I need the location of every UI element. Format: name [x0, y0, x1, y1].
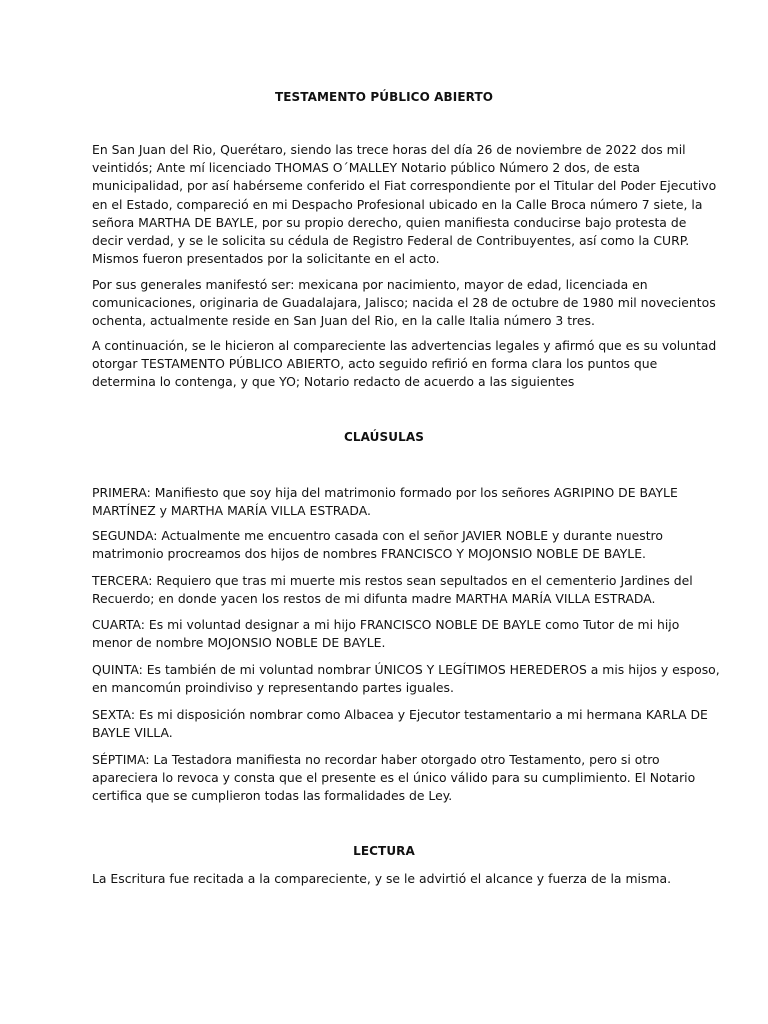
- text-line: matrimonio procreamos dos hijos de nombres FRANCISCO Y MOJONSIO NOBLE DE BAYLE.: [92, 546, 646, 562]
- text-line: Recuerdo; en donde yacen los restos de mi difunta madre MARTHA MARÍA VILLA ESTRADA.: [92, 591, 656, 607]
- clausula-segunda: [92, 527, 682, 563]
- text-line: municipalidad, por así habérseme conferido el Fiat correspondiente por el Titular del Poder Ejecutivo: [92, 178, 717, 194]
- text-line: menor de nombre MOJONSIO NOBLE DE BAYLE.: [92, 635, 386, 651]
- text-line: En San Juan del Rio, Querétaro, siendo las trece horas del día 26 de noviembre de 2022 dos mil: [92, 142, 686, 157]
- text-line: otorgar TESTAMENTO PÚBLICO ABIERTO, acto seguido refirió en forma clara los puntos que: [92, 356, 658, 372]
- text-line: A continuación, se le hicieron al compareciente las advertencias legales y afirmó que es su voluntad: [92, 338, 717, 353]
- text-line: comunicaciones, originaria de Guadalajara, Jalisco; nacida el 28 de octubre de 1980 mil novecientos: [92, 295, 716, 311]
- text-line: decir verdad, y se le solicita su cédula de Registro Federal de Contribuyentes, así como la CURP.: [92, 233, 690, 249]
- text-line: CUARTA: Es mi voluntad designar a mi hijo FRANCISCO NOBLE DE BAYLE como Tutor de mi hijo: [92, 617, 680, 632]
- text-line: TERCERA: Requiero que tras mi muerte mis restos sean sepultados en el cementerio Jardines del: [92, 573, 693, 588]
- continuacion-paragraph: [92, 337, 717, 392]
- text-line: PRIMERA: Manifiesto que soy hija del matrimonio formado por los señores AGRIPINO DE BAYLE: [92, 485, 678, 500]
- text-line: en el Estado, compareció en mi Despacho Profesional ubicado en la Calle Broca número 7 siete, la: [92, 196, 703, 212]
- text-line: apareciera lo revoca y consta que el presente es el único válido para su cumplimiento. El Notario: [92, 770, 696, 786]
- text-line: en mancomún proindiviso y representando partes iguales.: [92, 680, 454, 696]
- lectura-heading: LECTURA: [353, 844, 415, 858]
- generales-paragraph: [92, 276, 716, 331]
- document-title: TESTAMENTO PÚBLICO ABIERTO: [274, 90, 494, 104]
- clausula-primera: [92, 484, 682, 520]
- text-line: ochenta, actualmente reside en San Juan del Rio, en la calle Italia número 3 tres.: [92, 313, 595, 329]
- text-line: SEXTA: Es mi disposición nombrar como Albacea y Ejecutor testamentario a mi hermana KARLA DE: [92, 707, 708, 722]
- text-line: QUINTA: Es también de mi voluntad nombrar ÚNICOS Y LEGÍTIMOS HEREDEROS a mis hijos y esposo,: [92, 662, 720, 677]
- clausula-tercera: [92, 572, 693, 608]
- text-line: La Escritura fue recitada a la compareciente, y se le advirtió el alcance y fuerza de la misma.: [92, 871, 672, 886]
- text-line: veintidós; Ante mí licenciado THOMAS O´MALLEY Notario público Número 2 dos, de esta: [92, 160, 640, 176]
- text-line: determina lo contenga, y que YO; Notario redacto de acuerdo a las siguientes: [92, 374, 575, 390]
- text-line: SEGUNDA: Actualmente me encuentro casada con el señor JAVIER NOBLE y durante nuestro: [92, 528, 663, 543]
- lectura-paragraph: [92, 870, 682, 888]
- text-line: SÉPTIMA: La Testadora manifiesta no recordar haber otorgado otro Testamento, pero si otro: [92, 752, 660, 767]
- text-line: MARTÍNEZ y MARTHA MARÍA VILLA ESTRADA.: [92, 503, 371, 519]
- clausula-quinta: [92, 661, 720, 697]
- clausulas-heading: CLAÚSULAS: [344, 430, 424, 444]
- intro-paragraph: [92, 141, 717, 268]
- text-line: certifica que se cumplieron todas las formalidades de Ley.: [92, 788, 453, 804]
- clausula-septima: [92, 751, 696, 806]
- clausula-sexta: [92, 706, 708, 742]
- text-line: Mismos fueron presentados por la solicitante en el acto.: [92, 251, 440, 267]
- text-line: señora MARTHA DE BAYLE, por su propio derecho, quien manifiesta conducirse bajo protesta de: [92, 214, 687, 230]
- text-line: BAYLE VILLA.: [92, 725, 173, 741]
- clausula-cuarta: [92, 616, 682, 652]
- text-line: Por sus generales manifestó ser: mexicana por nacimiento, mayor de edad, licenciada en: [92, 277, 648, 292]
